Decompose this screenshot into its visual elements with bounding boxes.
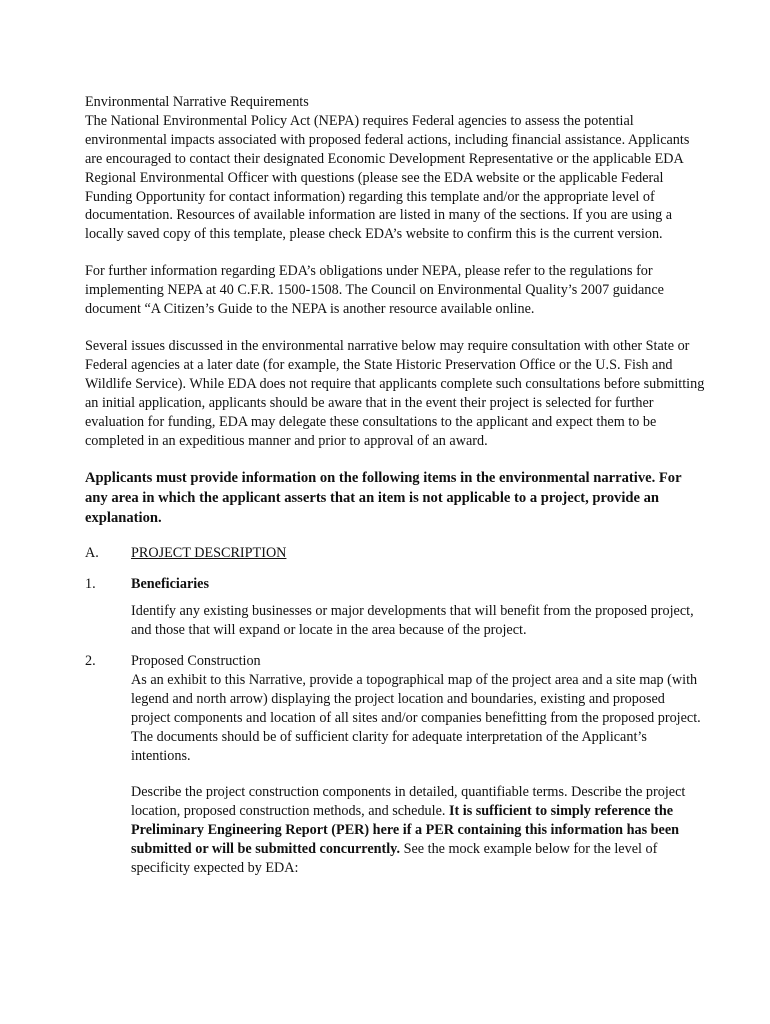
item-text-bold: It is sufficient to simply reference the Preliminary Engineering Report (PER) here if a PER containing this information has been submitted or will be submitted concurrently. <box>131 803 680 858</box>
item-beneficiaries <box>85 575 705 640</box>
item-text-end: See the mock example below for the level of specificity expected by EDA: <box>131 841 658 877</box>
nepa-regulations-paragraph: For further information regarding EDA’s obligations under NEPA, please refer to the regulations for implementing NEPA at 40 C.F.R. 1500-1508. The Council on Environmental Quality’s 2007 guidance document “A Citizen’s Guide to the NEPA is another resource available online. <box>85 263 664 318</box>
item-body <box>131 652 705 878</box>
item-title: Beneficiaries <box>131 576 210 593</box>
item-text-construction-details <box>131 783 705 878</box>
item-number: 1. <box>85 576 96 593</box>
section-title: PROJECT DESCRIPTION <box>131 545 287 562</box>
item-number: 2. <box>85 653 96 670</box>
section-letter: A. <box>85 545 99 562</box>
item-proposed-construction <box>85 652 705 878</box>
consultation-paragraph: Several issues discussed in the environmental narrative below may require consultation with other State or Federal agencies at a later date (for example, the State Historic Preservation Office or the U.S. Fish and Wildlife Service). While EDA does not require that applicants complete such consultations before submitting an initial application, applicants should be aware that in the event their project is selected for further evaluation for funding, EDA may delegate these consultations to the applicant and expect them to be completed in an expeditious manner and prior to approval of an award. <box>85 337 705 449</box>
item-body <box>131 575 705 640</box>
item-text-start: Describe the project construction components in detailed, quantifiable terms. Describe the project location, proposed construction methods, and schedule. <box>131 784 686 820</box>
section-a-heading <box>85 544 705 563</box>
item-text: As an exhibit to this Narrative, provide a topographical map of the project area and a site map (with legend and north arrow) displaying the project location and boundaries, existing and proposed project components and location of all sites and/or companies benefitting from the proposed project. The documents should be of sufficient clarity for adequate interpretation of the Applicant’s intentions. <box>131 671 701 764</box>
document-title: Environmental Narrative Requirements <box>85 94 309 110</box>
bold-notice: Applicants must provide information on the following items in the environmental narrative. For any area in which the applicant asserts that an item is not applicable to a project, provide an explanation. <box>85 470 682 527</box>
item-title: Proposed Construction <box>131 653 261 670</box>
item-text: Identify any existing businesses or major developments that will benefit from the proposed project, and those that will expand or locate in the area because of the project. <box>131 603 694 639</box>
document-page <box>85 93 705 878</box>
intro-paragraph: The National Environmental Policy Act (NEPA) requires Federal agencies to assess the potential environmental impacts associated with proposed federal actions, including financial assistance. Applicants are encouraged to contact their designated Economic Development Representative or the applicable EDA Regional Environmental Officer with questions (please see the EDA website or the applicable Federal Funding Opportunity for contact information) regarding this template and/or the appropriate level of documentation. Resources of available information are listed in many of the sections. If you are using a locally saved copy of this template, please check EDA’s website to confirm this is the current version. <box>85 112 690 243</box>
